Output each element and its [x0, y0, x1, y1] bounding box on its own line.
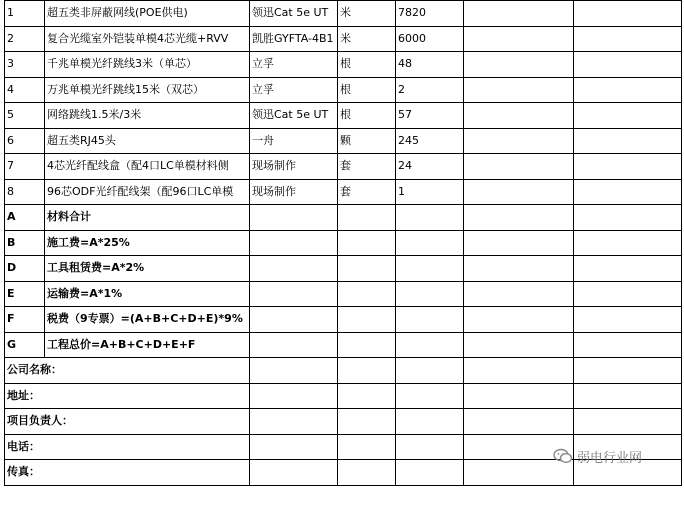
info-label: 地址： [5, 383, 250, 409]
item-name: 万兆单模光纤跳线15米（双芯） [45, 77, 250, 103]
empty-cell [250, 205, 338, 231]
info-row [5, 409, 682, 435]
cost-code: G [5, 332, 45, 358]
cost-code: E [5, 281, 45, 307]
item-brand: 立孚 [250, 52, 338, 78]
info-row [5, 358, 682, 384]
cost-label: 运输费=A*1% [45, 281, 250, 307]
item-no: 6 [5, 128, 45, 154]
item-price [464, 52, 574, 78]
item-no: 2 [5, 26, 45, 52]
empty-cell [574, 256, 682, 282]
cost-row [5, 281, 682, 307]
watermark-text: 弱电行业网 [577, 450, 643, 466]
item-total [574, 26, 682, 52]
empty-cell [338, 434, 396, 460]
empty-cell [338, 205, 396, 231]
empty-cell [574, 383, 682, 409]
empty-cell [338, 256, 396, 282]
empty-cell [250, 383, 338, 409]
cost-label: 工具租赁费=A*2% [45, 256, 250, 282]
item-no: 3 [5, 52, 45, 78]
item-name: 4芯光纤配线盒（配4口LC单模材料侧 [45, 154, 250, 180]
empty-cell [250, 256, 338, 282]
table-body [5, 1, 682, 486]
empty-cell [574, 230, 682, 256]
item-total [574, 128, 682, 154]
empty-cell [574, 358, 682, 384]
item-row [5, 179, 682, 205]
cost-row [5, 332, 682, 358]
item-no: 7 [5, 154, 45, 180]
wechat-icon [553, 448, 573, 464]
item-row [5, 1, 682, 27]
item-row [5, 128, 682, 154]
item-row [5, 103, 682, 129]
empty-cell [574, 332, 682, 358]
item-unit: 根 [338, 52, 396, 78]
item-brand: 领迅Cat 5e UT [250, 1, 338, 27]
item-name: 96芯ODF光纤配线架（配96口LC单模 [45, 179, 250, 205]
empty-cell [574, 409, 682, 435]
info-label: 传真： [5, 460, 250, 486]
cost-row [5, 307, 682, 333]
cost-row [5, 205, 682, 231]
empty-cell [396, 358, 464, 384]
empty-cell [396, 434, 464, 460]
empty-cell [464, 281, 574, 307]
empty-cell [464, 307, 574, 333]
empty-cell [464, 230, 574, 256]
item-total [574, 77, 682, 103]
cost-code: A [5, 205, 45, 231]
empty-cell [464, 256, 574, 282]
empty-cell [338, 307, 396, 333]
empty-cell [250, 409, 338, 435]
empty-cell [250, 281, 338, 307]
item-name: 超五类RJ45头 [45, 128, 250, 154]
item-unit: 根 [338, 103, 396, 129]
item-price [464, 154, 574, 180]
watermark [553, 445, 642, 467]
item-qty: 6000 [396, 26, 464, 52]
item-no: 8 [5, 179, 45, 205]
item-total [574, 154, 682, 180]
empty-cell [250, 307, 338, 333]
empty-cell [396, 230, 464, 256]
info-label: 公司名称： [5, 358, 250, 384]
empty-cell [396, 307, 464, 333]
item-unit: 套 [338, 179, 396, 205]
item-price [464, 103, 574, 129]
empty-cell [396, 256, 464, 282]
info-label: 项目负责人： [5, 409, 250, 435]
empty-cell [338, 230, 396, 256]
item-qty: 48 [396, 52, 464, 78]
empty-cell [250, 358, 338, 384]
cost-label: 施工费=A*25% [45, 230, 250, 256]
info-label: 电话： [5, 434, 250, 460]
item-name: 网络跳线1.5米/3米 [45, 103, 250, 129]
item-brand: 立孚 [250, 77, 338, 103]
cost-label: 税费（9专票）=(A+B+C+D+E)*9% [45, 307, 250, 333]
cost-row [5, 256, 682, 282]
item-name: 超五类非屏蔽网线(POE供电) [45, 1, 250, 27]
cost-code: B [5, 230, 45, 256]
empty-cell [338, 383, 396, 409]
item-no: 1 [5, 1, 45, 27]
empty-cell [574, 307, 682, 333]
item-unit: 颗 [338, 128, 396, 154]
empty-cell [338, 460, 396, 486]
item-price [464, 179, 574, 205]
item-qty: 24 [396, 154, 464, 180]
empty-cell [574, 205, 682, 231]
empty-cell [338, 358, 396, 384]
item-unit: 套 [338, 154, 396, 180]
empty-cell [464, 205, 574, 231]
item-no: 4 [5, 77, 45, 103]
empty-cell [464, 358, 574, 384]
item-row [5, 26, 682, 52]
item-price [464, 77, 574, 103]
empty-cell [250, 230, 338, 256]
item-brand: 现场制作 [250, 154, 338, 180]
empty-cell [250, 434, 338, 460]
empty-cell [396, 460, 464, 486]
cost-code: F [5, 307, 45, 333]
empty-cell [464, 332, 574, 358]
item-qty: 7820 [396, 1, 464, 27]
empty-cell [574, 281, 682, 307]
item-unit: 米 [338, 26, 396, 52]
item-qty: 1 [396, 179, 464, 205]
item-unit: 米 [338, 1, 396, 27]
item-name: 复合光缆室外铠装单模4芯光缆+RVV [45, 26, 250, 52]
item-price [464, 1, 574, 27]
cost-label: 工程总价=A+B+C+D+E+F [45, 332, 250, 358]
item-total [574, 52, 682, 78]
item-no: 5 [5, 103, 45, 129]
item-row [5, 154, 682, 180]
empty-cell [396, 332, 464, 358]
cost-row [5, 230, 682, 256]
empty-cell [338, 332, 396, 358]
item-unit: 根 [338, 77, 396, 103]
empty-cell [396, 205, 464, 231]
item-price [464, 26, 574, 52]
item-price [464, 128, 574, 154]
item-qty: 2 [396, 77, 464, 103]
item-name: 千兆单模光纤跳线3米（单芯） [45, 52, 250, 78]
empty-cell [250, 332, 338, 358]
cost-label: 材料合计 [45, 205, 250, 231]
info-row [5, 383, 682, 409]
empty-cell [464, 409, 574, 435]
empty-cell [338, 409, 396, 435]
quotation-table [4, 0, 682, 486]
item-qty: 57 [396, 103, 464, 129]
item-brand: 一舟 [250, 128, 338, 154]
empty-cell [464, 383, 574, 409]
empty-cell [396, 281, 464, 307]
item-row [5, 77, 682, 103]
item-brand: 凯胜GYFTA-4B1 [250, 26, 338, 52]
cost-code: D [5, 256, 45, 282]
item-brand: 现场制作 [250, 179, 338, 205]
item-qty: 245 [396, 128, 464, 154]
item-row [5, 52, 682, 78]
empty-cell [396, 383, 464, 409]
empty-cell [250, 460, 338, 486]
item-total [574, 179, 682, 205]
empty-cell [338, 281, 396, 307]
item-total [574, 103, 682, 129]
item-brand: 领迅Cat 5e UT [250, 103, 338, 129]
item-total [574, 1, 682, 27]
empty-cell [396, 409, 464, 435]
